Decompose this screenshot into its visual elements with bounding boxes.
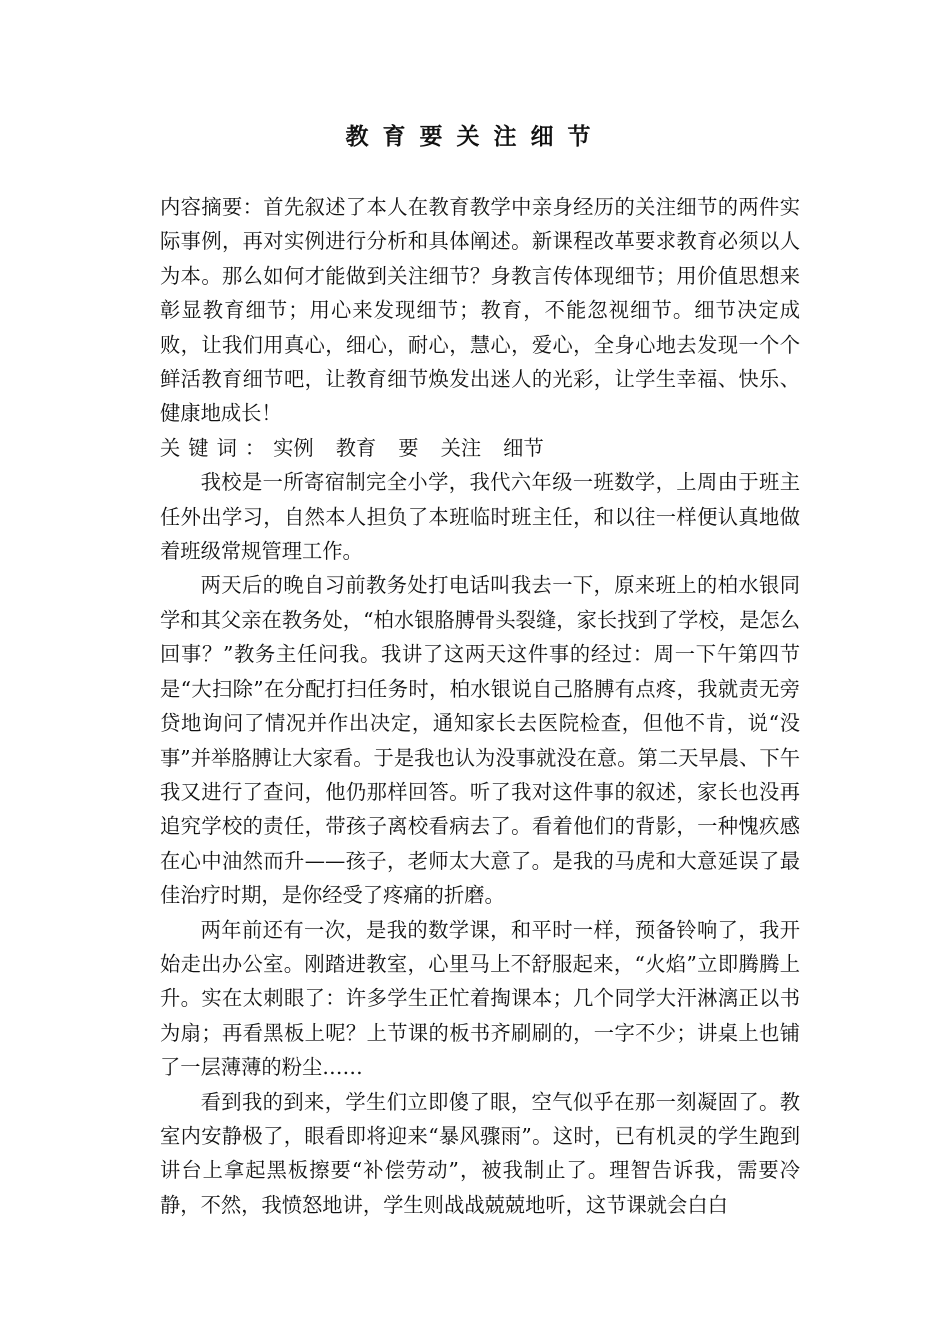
keywords-line bbox=[160, 431, 800, 465]
abstract-text: 首先叙述了本人在教育教学中亲身经历的关注细节的两件实际事例，再对实例进行分析和具体阐述。新课程改革要求教育必须以人为本。那么如何才能做到关注细节？身教言传体现细节；用价值思想来彰显教育细节；用心来发现细节；教育，不能忽视细节。细节决定成败，让我们用真心，细心，耐心，慧心，爱心，全身心地去发现一个个鲜活教育细节吧，让教育细节焕发出迷人的光彩，让学生幸福、快乐、健康地成长！ bbox=[160, 195, 800, 426]
keywords-label: 关键词： bbox=[160, 435, 274, 460]
abstract-label: 内容摘要： bbox=[160, 195, 264, 219]
body-paragraph: 我校是一所寄宿制完全小学，我代六年级一班数学，上周由于班主任外出学习，自然本人担负了本班临时班主任，和以往一样便认真地做着班级常规管理工作。 bbox=[160, 470, 800, 564]
keyword-item: 细节 bbox=[503, 435, 544, 460]
document-body bbox=[160, 190, 800, 1222]
body-paragraph: 两年前还有一次，是我的数学课，和平时一样，预备铃响了，我开始走出办公室。刚踏进教室，心里马上不舒服起来，“火焰”立即腾腾上升。实在太刺眼了：许多学生正忙着掏课本；几个同学大汗淋漓正以书为扇；再看黑板上呢？上节课的板书齐刷刷的，一字不少；讲桌上也铺了一层薄薄的粉尘…… bbox=[160, 917, 800, 1080]
document-title: 教育要关注细节 bbox=[345, 123, 605, 150]
keyword-item: 教育 bbox=[335, 435, 377, 460]
keyword-item: 关注 bbox=[440, 435, 482, 460]
body-paragraph: 两天后的晚自习前教务处打电话叫我去一下，原来班上的柏水银同学和其父亲在教务处，“柏水银胳膊骨头裂缝，家长找到了学校，是怎么回事？”教务主任问我。我讲了这两天这件事的经过：周一下午第四节是“大扫除”在分配打扫任务时，柏水银说自己胳膊有点疼，我就责无旁贷地询问了情况并作出决定，通知家长去医院检查，但他不肯，说“没事”并举胳膊让大家看。于是我也认为没事就没在意。第二天早晨、下午我又进行了查问，他仍那样回答。听了我对这件事的叙述，家长也没再追究学校的责任，带孩子离校看病去了。看着他们的背影，一种愧疚感在心中油然而升——孩子，老师太大意了。是我的马虎和大意延误了最佳治疗时期，是你经受了疼痛的折磨。 bbox=[160, 573, 800, 908]
body-paragraph: 看到我的到来，学生们立即傻了眼，空气似乎在那一刻凝固了。教室内安静极了，眼看即将迎来“暴风骤雨”。这时，已有机灵的学生跑到讲台上拿起黑板擦要“补偿劳动”，被我制止了。理智告诉我，需要冷静，不然，我愤怒地讲，学生则战战兢兢地听，这节课就会白白 bbox=[160, 1089, 800, 1217]
keyword-item: 要 bbox=[398, 435, 419, 460]
abstract-paragraph bbox=[160, 190, 800, 431]
keyword-item: 实例 bbox=[273, 435, 314, 460]
